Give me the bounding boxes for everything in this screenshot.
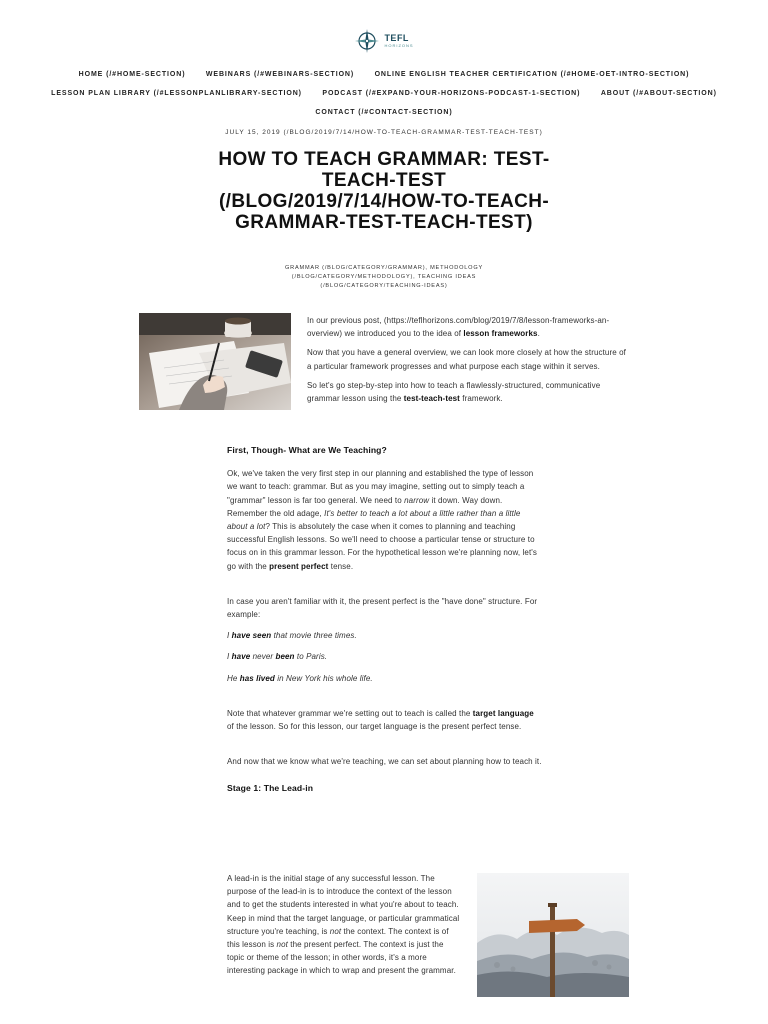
text-fragment: tense. — [328, 561, 354, 571]
writing-desk-image — [139, 313, 291, 410]
text-fragment: that movie three times. — [271, 631, 357, 641]
text-fragment: I — [227, 652, 232, 662]
post-title[interactable]: HOW TO TEACH GRAMMAR: TEST-TEACH-TEST (/BLOG/2019/7/14/HOW-TO-TEACH-GRAMMAR-TEST-TEACH-TEST) — [218, 149, 550, 233]
bold-term: present perfect — [269, 561, 329, 571]
text-fragment: Ok, we've taken the very first step in our planning and established the type of lesson we want to teach: grammar. But as you may imagine, setting out to simply teach a "grammar" lesson is far too general. We need to — [227, 469, 534, 505]
lead-in-paragraph — [227, 872, 463, 978]
intro-paragraph-1 — [307, 314, 629, 340]
text-fragment: in New York his whole life. — [274, 673, 373, 683]
spacer — [227, 581, 542, 595]
signpost-image — [477, 873, 629, 997]
bold-term: target language — [472, 708, 534, 718]
spacer — [227, 693, 542, 707]
nav-home[interactable]: HOME (/#HOME-SECTION) — [78, 71, 186, 78]
section-what-are-we-teaching — [227, 444, 542, 806]
text-fragment: I — [227, 631, 232, 641]
site-logo[interactable] — [0, 28, 768, 54]
post-categories[interactable]: GRAMMAR (/BLOG/CATEGORY/GRAMMAR), METHODOLOGY (/BLOG/CATEGORY/METHODOLOGY), TEACHING IDEAS (/BLOG/CATEGORY/TEACHING-IDEAS) — [284, 265, 484, 289]
intro-paragraph-3 — [307, 379, 629, 405]
text-fragment: A lead-in is the initial stage of any successful lesson. The purpose of the lead-in is to introduce the context of the lesson and to get the students interested in what you're about to teach. Keep in mind that the target language, or particular grammatical structure you're teaching, is — [227, 874, 460, 936]
nav-podcast[interactable]: PODCAST (/#EXPAND-YOUR-HORIZONS-PODCAST-1-SECTION) — [322, 90, 581, 97]
bold-term: test-teach-test — [403, 394, 460, 404]
nav-webinars[interactable]: WEBINARS (/#WEBINARS-SECTION) — [205, 71, 355, 78]
spacer — [227, 741, 542, 755]
text-fragment: the present perfect. The context is just the topic or theme of the lesson; in other words, it's a more interesting package in which to wrap and present the grammar. — [227, 940, 456, 976]
intro-section — [307, 314, 629, 411]
italic-text: not — [276, 940, 288, 950]
main-nav — [30, 64, 738, 121]
post-date-link[interactable]: JULY 15, 2019 (/BLOG/2019/7/14/HOW-TO-TEACH-GRAMMAR-TEST-TEACH-TEST) — [225, 129, 543, 136]
logo-tagline: HORIZONS — [384, 43, 414, 48]
section1-paragraph-3 — [227, 707, 542, 733]
italic-text: narrow — [404, 495, 430, 505]
text-fragment: So let's go step-by-step into how to teach a flawlessly-structured, communicative grammar lesson using the — [307, 380, 601, 404]
section1-paragraph-1 — [227, 467, 542, 573]
example-sentence-3 — [227, 672, 542, 685]
section-heading: First, Though- What are We Teaching? — [227, 445, 387, 455]
compass-logo-icon — [354, 28, 380, 54]
text-fragment: . — [537, 329, 540, 339]
bold-term: been — [275, 652, 295, 662]
bold-term: lesson frameworks — [463, 329, 538, 339]
text-fragment: He — [227, 673, 240, 683]
logo-name: TEFL — [384, 33, 409, 43]
text-fragment: the context. The context is of this lesson is — [227, 926, 449, 950]
example-sentence-2 — [227, 650, 542, 663]
nav-about[interactable]: ABOUT (/#ABOUT-SECTION) — [600, 90, 717, 97]
nav-lesson-plan-library[interactable]: LESSON PLAN LIBRARY (/#LESSONPLANLIBRARY-SECTION) — [51, 90, 302, 97]
section1-paragraph-2: In case you aren't familiar with it, the present perfect is the "have done" structure. For example: — [227, 596, 538, 620]
example-sentence-1 — [227, 629, 542, 642]
bold-term: has lived — [239, 673, 275, 683]
text-fragment: never — [250, 652, 276, 662]
nav-certification[interactable]: ONLINE ENGLISH TEACHER CERTIFICATION (/#HOME-OET-INTRO-SECTION) — [374, 71, 690, 78]
previous-post-link[interactable]: In our previous post, (https://teflhorizons.com/blog/2019/7/8/lesson-frameworks-an-overview) we introduced you to the idea of — [307, 316, 610, 339]
section-heading-lead-in: Stage 1: The Lead-in — [227, 783, 314, 794]
text-fragment: framework. — [459, 394, 503, 404]
section1-paragraph-4: And now that we know what we're teaching, we can set about planning how to teach it. — [227, 757, 542, 767]
bold-term: have — [231, 652, 251, 662]
text-fragment: Note that whatever grammar we're setting out to teach is called the — [227, 708, 473, 718]
nav-contact[interactable]: CONTACT (/#CONTACT-SECTION) — [315, 109, 453, 116]
logo-text — [384, 34, 413, 48]
text-fragment: ? This is absolutely the case when it comes to planning and teaching successful English lessons. So we'll need to choose a particular tense or structure to focus on in this grammar lesson. For the hypothetical lesson we're planning now, let's go with the — [227, 522, 538, 571]
intro-paragraph-2: Now that you have a general overview, we can look more closely at how the structure of a particular framework progresses and what purpose each stage within it serves. — [307, 348, 626, 371]
bold-term: have seen — [231, 631, 272, 641]
section-lead-in — [227, 872, 463, 984]
text-fragment: to Paris. — [294, 652, 328, 662]
text-fragment: it down. Way down. Remember the old adage, — [227, 495, 503, 518]
italic-text: not — [329, 926, 342, 936]
italic-text: It's better to teach a lot about a little rather than a little about a lot — [227, 508, 521, 532]
text-fragment: of the lesson. So for this lesson, our target language is the present perfect tense. — [227, 722, 522, 732]
